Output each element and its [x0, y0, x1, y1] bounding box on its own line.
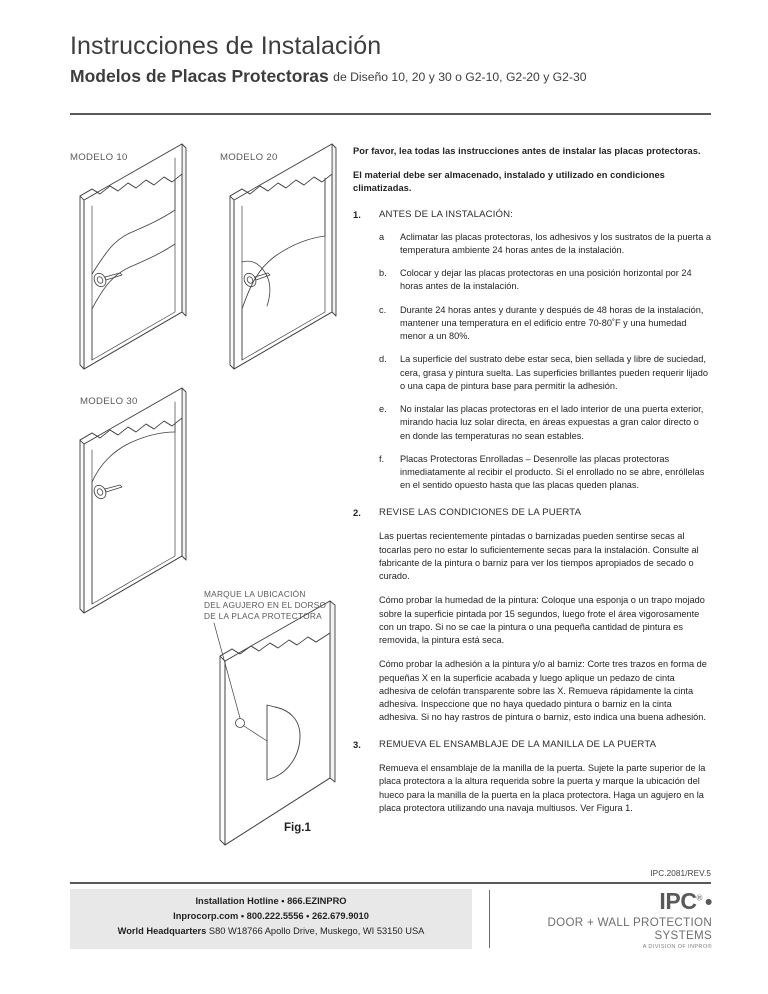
list-item: [379, 353, 711, 393]
sub-item-letter: d.: [379, 354, 387, 365]
sub-item-text: Placas Protectoras Enrolladas – Desenrolle las placas protectoras inmediatamente al recibir el producto. Si el enrollado no se abre, enróllelas en el sentido opuesto hasta que las placas queden planas.: [400, 453, 705, 491]
page-subtitle: Modelos de Placas Protectoras: [70, 65, 329, 86]
list-item: [379, 267, 711, 294]
logo-tagline: DOOR + WALL PROTECTION SYSTEMS: [547, 916, 712, 942]
model-10-diagram: [80, 144, 186, 369]
model-30-label: MODELO 30: [80, 396, 138, 407]
list-item: [379, 453, 711, 493]
illustration-column: [62, 134, 358, 864]
sub-item-text: La superficie del sustrato debe estar seca, bien sellada y libre de suciedad, cera, grasa y pintura suelta. Las superficies brillantes pueden requerir lijado o una capa de pintura base para permitir la adhesión.: [400, 354, 708, 391]
logo-name: IPC: [659, 888, 697, 914]
headquarters-address: S80 W18766 Apollo Drive, Muskego, WI 53150 USA: [208, 926, 425, 937]
page-subtitle-row: [70, 66, 710, 87]
step-3-paragraph: Remueva el ensamblaje de la manilla de la puerta. Sujete la parte superior de la placa protectora a la altura requerida sobre la puerta y marque la ubicación del hueco para la manilla de la puerta en la placa protectora. Haga un agujero en la placa protectora utilizando una navaja multiusos. Ver Figura 1.: [379, 763, 706, 813]
model-30-diagram: [80, 388, 186, 613]
logo-division-line: A DIVISION OF INPRO®: [642, 944, 712, 950]
figure-1-diagram: [214, 601, 335, 845]
bullet-separator-icon: •: [281, 896, 285, 906]
door-panel-diagrams: [62, 134, 358, 864]
logo-dot-icon: •: [705, 891, 712, 914]
headquarters-label: World Headquarters: [117, 926, 207, 937]
hotline-number: 866.EZINPRO: [287, 896, 347, 906]
phone-number-2: 262.679.9010: [312, 911, 369, 922]
phone-number-1: 800.222.5556: [246, 911, 304, 922]
callout-line-2: DEL AGUJERO EN EL DORSO: [204, 599, 327, 610]
hotline-label: Installation Hotline: [195, 896, 279, 906]
figure-1-caption: Fig.1: [284, 822, 311, 834]
instruction-step-3: [353, 738, 711, 816]
document-header: [70, 32, 710, 87]
lead-paragraph-1: Por favor, lea todas las instrucciones antes de instalar las placas protectoras.: [353, 146, 701, 156]
callout-line-3: DE LA PLACA PROTECTORA: [204, 610, 322, 621]
sub-item-text: Aclimatar las placas protectoras, los adhesivos y los sustratos de la puerta a temperatura ambiente 24 horas antes de la instalación.: [400, 231, 711, 255]
list-item: [379, 231, 711, 258]
model-10-label: MODELO 10: [70, 152, 128, 163]
sub-item-letter: c.: [379, 304, 387, 315]
instruction-step-1: [353, 208, 711, 493]
page-title: Instrucciones de Instalación: [70, 32, 382, 60]
contact-info-text: [70, 894, 472, 939]
registered-mark-icon: ®: [696, 893, 703, 903]
lead-paragraph-2: El material debe ser almacenado, instalado y utilizado en condiciones climatizadas.: [353, 170, 665, 194]
sub-item-letter: b.: [379, 268, 387, 279]
page-subtitle-detail: de Diseño 10, 20 y 30 o G2-10, G2-20 y G2-30: [333, 69, 587, 84]
hole-location-callout: [204, 589, 326, 622]
sub-item-letter: e.: [379, 404, 387, 415]
bullet-separator-icon: •: [306, 911, 310, 922]
step-2-heading: REVISE LAS CONDICIONES DE LA PUERTA: [379, 506, 582, 518]
sub-item-text: No instalar las placas protectoras en el lado interior de una puerta exterior, mirando hacia luz solar directa, en áreas expuestas a gran calor directo o en donde las temperaturas no sean estables.: [400, 404, 704, 441]
instructions-column: [353, 145, 711, 815]
ipc-logo: [500, 890, 712, 950]
step-1-heading: ANTES DE LA INSTALACIÓN:: [379, 209, 514, 221]
callout-line-1: MARQUE LA UBICACIÓN: [204, 589, 306, 599]
step-1-sublist: [379, 231, 711, 493]
header-divider: [70, 113, 711, 115]
step-2-paragraph: Cómo probar la humedad de la pintura: Coloque una esponja o un trapo mojado sobre la superficie pintada por 15 segundos, luego frote el área vigorosamente con un trapo. Si no se cae la pintura o una pequeña cantidad de pintura es removida, la pintura está seca.: [379, 595, 705, 646]
model-20-diagram: [230, 144, 336, 369]
step-2-paragraph: Cómo probar la adhesión a la pintura y/o al barniz: Corte tres trazos en forma de pequeñas X en la superficie acabada y luego aplique un pedazo de cinta adhesiva de celofán transparente sobre las X. Remueva rápidamente la cinta adhesiva. Inspeccione que no haya quedado pintura o barniz en la cinta adhesiva. Si no hay rastros de pintura o barniz, esto indica una buena adhesión.: [379, 659, 707, 723]
footer-vertical-rule: [489, 890, 490, 948]
document-code: IPC.2081/REV.5: [650, 869, 711, 878]
step-3-number: 3.: [353, 738, 361, 750]
step-2-paragraph: Las puertas recientemente pintadas o barnizadas pueden sentirse secas al tocarlas pero no estar lo suficientemente secas para la instalación. Consulte al fabricante de la pintura o barniz para ver los tiempos apropiados de secado o curado.: [379, 531, 699, 582]
list-item: [379, 403, 711, 443]
web-phone-line: [70, 909, 472, 924]
sub-item-letter: f.: [379, 453, 385, 464]
hotline-line: [70, 894, 472, 909]
step-3-heading: REMUEVA EL ENSAMBLAJE DE LA MANILLA DE LA PUERTA: [379, 738, 657, 750]
step-1-number: 1.: [353, 209, 361, 221]
list-item: [379, 304, 711, 344]
instruction-step-2: [353, 506, 711, 725]
bullet-separator-icon: •: [240, 911, 245, 922]
footer-divider: [70, 882, 711, 884]
sub-item-letter: a: [379, 231, 385, 242]
sub-item-text: Colocar y dejar las placas protectoras en una posición horizontal por 24 horas antes de la instalación.: [400, 268, 692, 292]
sub-item-text: Durante 24 horas antes y durante y después de 48 horas de la instalación, mantener una temperatura en el edificio entre 70-80˚F y una humedad menor a un 80%.: [400, 304, 704, 342]
headquarters-line: [70, 924, 472, 939]
website-link[interactable]: Inprocorp.com: [173, 911, 239, 922]
model-20-label: MODELO 20: [220, 152, 278, 163]
logo-wordmark: [500, 890, 712, 913]
step-2-number: 2.: [353, 506, 361, 518]
